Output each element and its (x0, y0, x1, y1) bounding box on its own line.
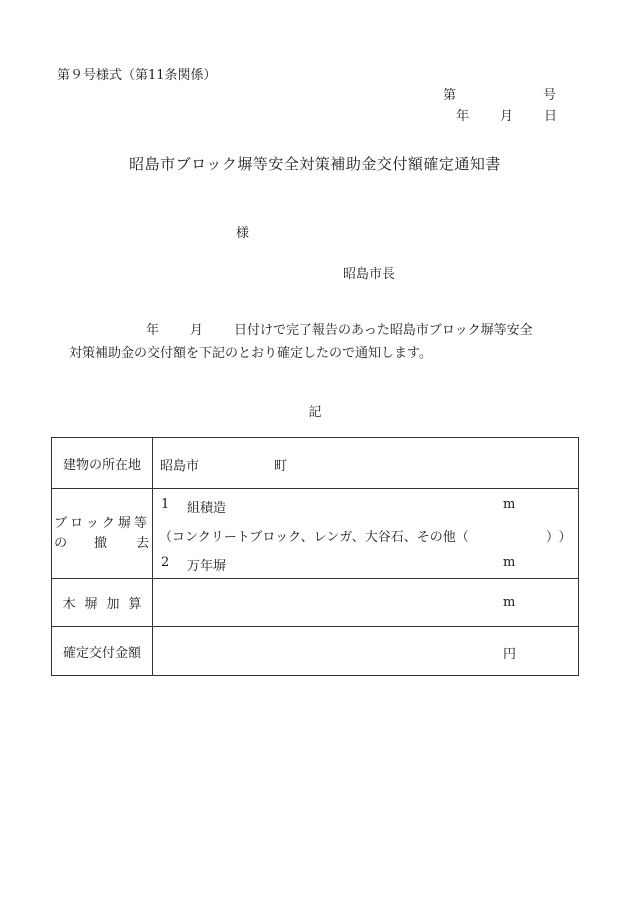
wall-types: （コンクリートブロック、レンガ、大谷石、その他（ (159, 530, 469, 545)
date-day: 日 (544, 109, 558, 124)
document-title: 昭島市ブロック塀等安全対策補助金交付額確定通知書 (129, 155, 501, 173)
sender-name: 昭島市長 (343, 267, 396, 282)
location-label: 建物の所在地 (52, 438, 153, 489)
wooden-wall-value-cell[interactable] (153, 579, 579, 627)
body-line1-text: 日付けで完了報告のあった昭島市ブロック塀等安全 (234, 323, 533, 338)
table-row-wooden-wall (52, 579, 579, 627)
grant-amount-label: 確定交付金額 (52, 627, 153, 676)
number-prefix: 第 (443, 88, 457, 103)
notice-body-line-2: 対策補助金の交付額を下記のとおり確定したので通知します。 (69, 346, 432, 361)
date-month: 月 (500, 109, 514, 124)
location-value-cell[interactable] (153, 438, 579, 489)
addressee-honorific: 様 (236, 226, 250, 241)
block-wall-value-cell[interactable] (153, 489, 579, 579)
wooden-wall-label: 木塀加算 (52, 579, 153, 627)
notice-body (69, 319, 579, 365)
subsidy-details-table (51, 437, 579, 676)
item2-name: 万年塀 (187, 559, 227, 574)
location-town: 町 (274, 459, 288, 474)
wooden-wall-unit: m (503, 595, 516, 610)
ki-heading: 記 (308, 405, 322, 420)
notice-body-line-1 (69, 319, 579, 342)
item2-number: 2 (161, 555, 170, 570)
table-row-location (52, 438, 579, 489)
table-row-grant-amount (52, 627, 579, 676)
form-number-label: 第９号様式（第11条関係） (57, 68, 217, 83)
block-wall-label (52, 489, 153, 579)
wall-types-close: ）） (546, 530, 578, 545)
grant-amount-unit: 円 (503, 647, 517, 662)
item1-unit: m (503, 497, 516, 512)
item1-number: 1 (161, 497, 170, 512)
body-month: 月 (190, 323, 204, 338)
item2-unit: m (503, 555, 516, 570)
location-city: 昭島市 (160, 459, 200, 474)
table-row-block-wall (52, 489, 579, 579)
date-year: 年 (456, 109, 470, 124)
number-suffix: 号 (543, 88, 557, 103)
body-year: 年 (146, 323, 160, 338)
block-wall-label-line2: の 撤 去 (54, 535, 150, 551)
grant-amount-value-cell[interactable] (153, 627, 579, 676)
item1-name: 組積造 (187, 501, 227, 516)
block-wall-label-line1: ブロック塀等 (54, 515, 150, 531)
